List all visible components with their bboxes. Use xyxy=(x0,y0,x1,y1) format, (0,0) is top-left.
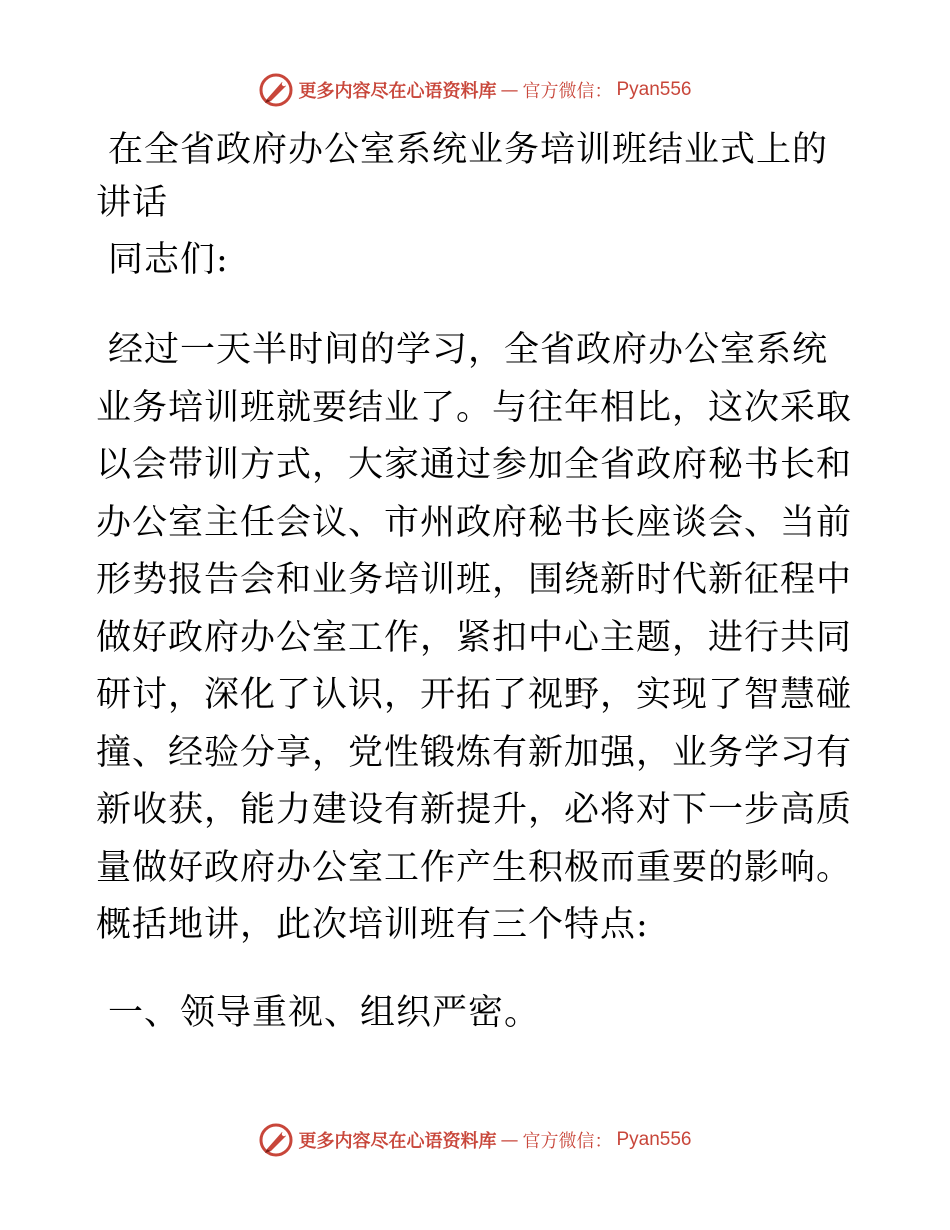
salutation: 同志们: xyxy=(108,240,229,280)
watermark-wechat-id: Pyan556 xyxy=(616,79,692,100)
watermark-separator: — xyxy=(500,79,519,101)
document-title: 在全省政府办公室系统业务培训班结业式上的讲话 xyxy=(96,130,829,223)
header-watermark-banner xyxy=(0,70,950,110)
section-heading-1: 一、领导重视、组织严密。 xyxy=(108,993,541,1033)
body-paragraph-1: 经过一天半时间的学习，全省政府办公室系统业务培训班就要结业了。与往年相比，这次采取以会带训方式，大家通过参加全省政府秘书长和办公室主任会议、市州政府秘书长座谈会、当前形势报告会和业务培训班，围绕新时代新征程中做好政府办公室工作，紧扣中心主题，进行共同研讨，深化了认识，开拓了视野，实现了智慧碰撞、经验分享，党性锻炼有新加强，业务学习有新收获，能力建设有新提升，必将对下一步高质量做好政府办公室工作产生积极而重要的影响。概括地讲，此次培训班有三个特点: xyxy=(96,330,853,945)
watermark-wechat-id: Pyan556 xyxy=(616,1129,692,1150)
watermark-separator: — xyxy=(500,1129,519,1151)
watermark-brand-text: 更多内容尽在心语资料库 xyxy=(298,81,497,102)
watermark-brand-text: 更多内容尽在心语资料库 xyxy=(298,1131,497,1152)
footer-watermark-banner xyxy=(0,1120,950,1160)
pen-logo-icon xyxy=(258,72,294,108)
watermark-wechat-label: 官方微信： xyxy=(522,81,613,102)
pen-logo-icon xyxy=(258,1122,294,1158)
watermark-wechat-label: 官方微信： xyxy=(522,1131,613,1152)
